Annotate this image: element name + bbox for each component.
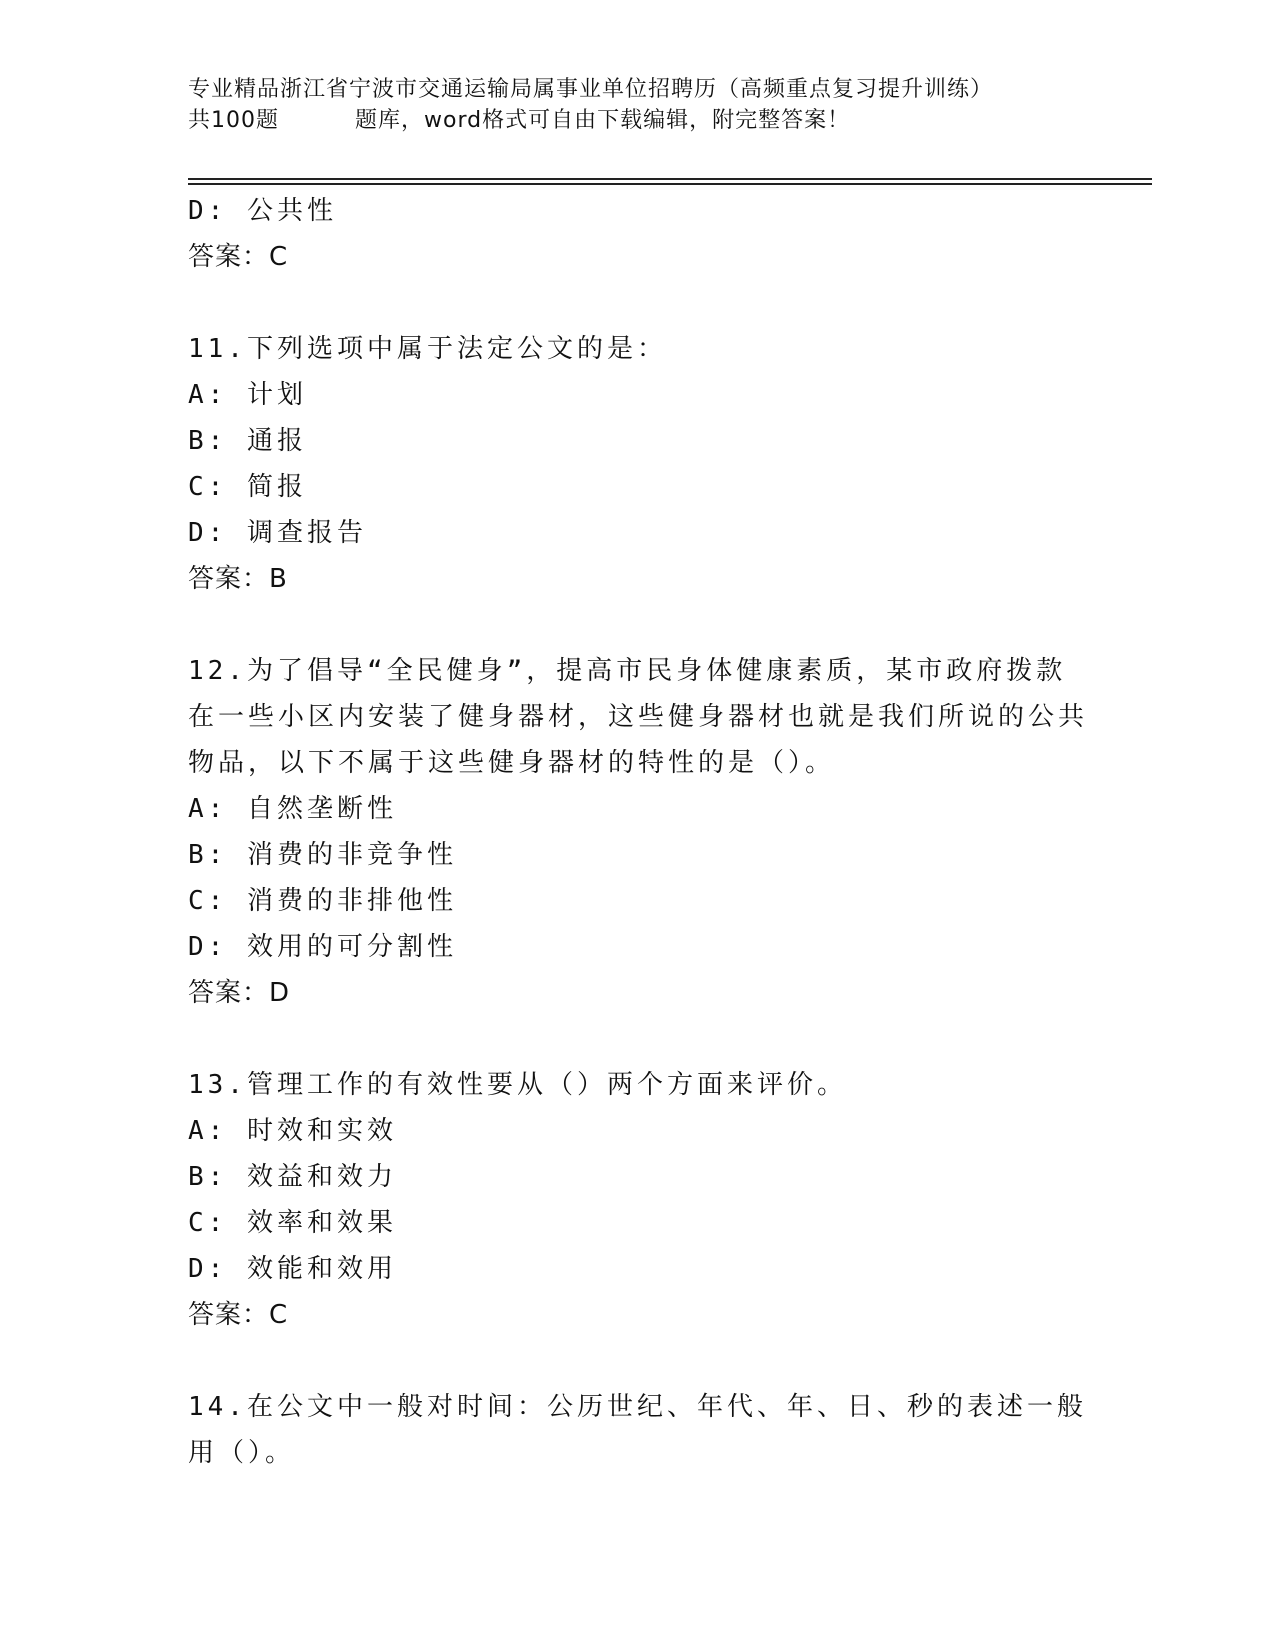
question-list <box>188 188 1088 1476</box>
option-d: D: 效能和效用 <box>188 1254 397 1284</box>
question-14 <box>188 1384 1088 1476</box>
answer: 答案：C <box>188 1300 289 1330</box>
question-stem: 12.为了倡导“全民健身”，提高市民身体健康素质，某市政府拨款在一些小区内安装了健身器材，这些健身器材也就是我们所说的公共物品，以下不属于这些健身器材的特性的是（）。 <box>188 656 1089 778</box>
option-a: A: 时效和实效 <box>188 1116 397 1146</box>
answer: 答案：D <box>188 978 291 1008</box>
option-b: B: 效益和效力 <box>188 1162 397 1192</box>
option-c: C: 消费的非排他性 <box>188 886 457 916</box>
header-divider-top <box>188 178 1152 180</box>
option-d: D: 调查报告 <box>188 518 367 548</box>
option-d: D: 效用的可分割性 <box>188 932 457 962</box>
question-11 <box>188 326 1088 602</box>
answer: 答案：B <box>188 564 288 594</box>
header-description: 题库，word格式可自由下载编辑，附完整答案！ <box>355 108 851 133</box>
option-a: A: 自然垄断性 <box>188 794 397 824</box>
header-title: 专业精品浙江省宁波市交通运输局属事业单位招聘历（高频重点复习提升训练） <box>188 77 994 102</box>
question-stem: 13.管理工作的有效性要从（）两个方面来评价。 <box>188 1070 847 1100</box>
question-13 <box>188 1062 1088 1338</box>
option-a: A: 计划 <box>188 380 307 410</box>
question-12 <box>188 648 1088 1016</box>
option-c: C: 简报 <box>188 472 307 502</box>
header-question-count: 共100题 <box>188 108 279 133</box>
option-b: B: 通报 <box>188 426 307 456</box>
header-divider-bottom <box>188 183 1152 185</box>
option-b: B: 消费的非竞争性 <box>188 840 457 870</box>
document-header <box>188 74 1138 136</box>
question-stem: 14.在公文中一般对时间：公历世纪、年代、年、日、秒的表述一般用（）。 <box>188 1392 1087 1468</box>
previous-option-d: D: 公共性 <box>188 196 337 226</box>
header-subtitle <box>188 105 1138 136</box>
previous-answer: 答案：C <box>188 242 289 272</box>
option-c: C: 效率和效果 <box>188 1208 397 1238</box>
question-stem: 11.下列选项中属于法定公文的是： <box>188 334 667 364</box>
